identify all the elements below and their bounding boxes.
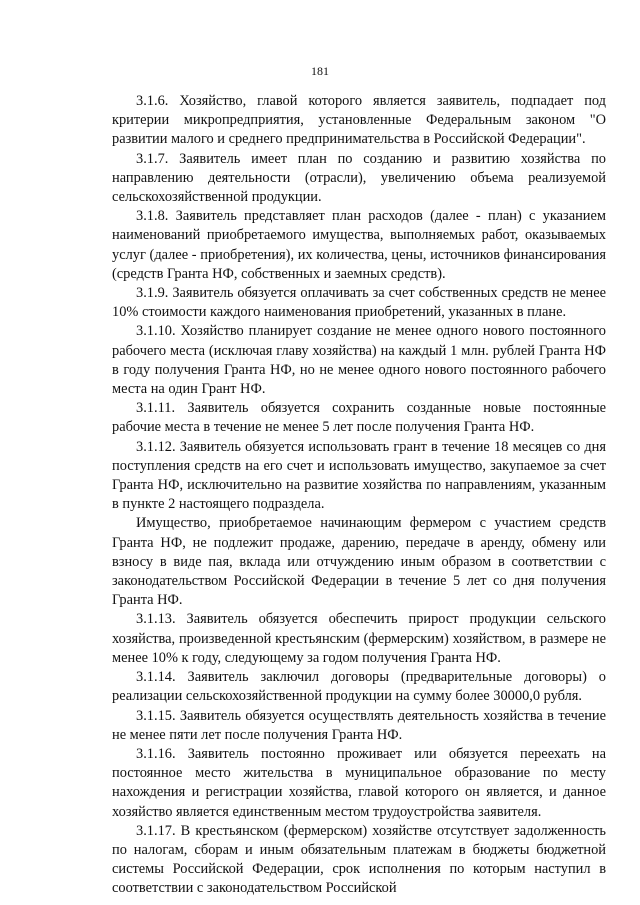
paragraph-3-1-10: 3.1.10. Хозяйство планирует создание не менее одного нового постоянного рабочего места (исключая главу хозяйства) на каждый 1 млн. рублей Гранта НФ в году получения Гранта НФ, но не менее одного нового постоянного рабочего места на один Грант НФ. [112, 323, 606, 398]
paragraph-3-1-11: 3.1.11. Заявитель обязуется сохранить созданные новые постоянные рабочие места в течение не менее 5 лет после получения Гранта НФ. [112, 400, 606, 436]
paragraph-3-1-12: 3.1.12. Заявитель обязуется использовать грант в течение 18 месяцев со дня поступления средств на его счет и использовать имущество, закупаемое за счет Гранта НФ, исключительно на развитие хозяйства по направлениям, указанным в пункте 2 настоящего подраздела. [112, 438, 606, 513]
paragraph-3-1-13: 3.1.13. Заявитель обязуется обеспечить прирост продукции сельского хозяйства, произведенной крестьянским (фермерским) хозяйством, в размере не менее 10% к году, следующему за годом получения Гранта НФ. [112, 611, 606, 666]
paragraph-3-1-7: 3.1.7. Заявитель имеет план по созданию и развитию хозяйства по направлению деятельности (отрасли), увеличению объема реализуемой сельскохозяйственной продукции. [112, 150, 606, 206]
page-number: 181 [311, 64, 329, 78]
paragraph-property-restriction: Имущество, приобретаемое начинающим фермером с участием средств Гранта НФ, не подлежит продаже, дарению, передаче в аренду, обмену или взносу в виде пая, вклада или отчуждению иным образом в соответствии с законодательством Российской Федерации в течение 5 лет со дня получения Гранта НФ. [112, 515, 606, 609]
paragraph-3-1-16: 3.1.16. Заявитель постоянно проживает или обязуется переехать на постоянное место жительства в муниципальное образование по месту нахождения и регистрации хозяйства, главой которого он является, и данное хозяйство является единственным местом трудоустройства заявителя. [112, 745, 606, 820]
paragraph-3-1-17: 3.1.17. В крестьянском (фермерском) хозяйстве отсутствует задолженность по налогам, сборам и иным обязательным платежам в бюджеты бюджетной системы Российской Федерации, срок исполнения по которым наступил в соответствии с законодательством Российской [112, 822, 606, 897]
document-body [112, 92, 606, 899]
paragraph-3-1-8: 3.1.8. Заявитель представляет план расходов (далее - план) с указанием наименований приобретаемого имущества, выполняемых работ, оказываемых услуг (далее - приобретения), их количества, цены, источников финансирования (средств Гранта НФ, собственных и заемных средств). [112, 208, 606, 282]
paragraph-3-1-15: 3.1.15. Заявитель обязуется осуществлять деятельность хозяйства в течение не менее пяти лет после получения Гранта НФ. [112, 707, 606, 743]
paragraph-3-1-9: 3.1.9. Заявитель обязуется оплачивать за счет собственных средств не менее 10% стоимости каждого наименования приобретений, указанных в плане. [112, 285, 606, 321]
paragraph-3-1-14: 3.1.14. Заявитель заключил договоры (предварительные договоры) о реализации сельскохозяйственной продукции на сумму более 30000,0 рубля. [112, 669, 606, 705]
paragraph-3-1-6: 3.1.6. Хозяйство, главой которого является заявитель, подпадает под критерии микропредприятия, установленные Федеральным законом "О развитии малого и среднего предпринимательства в Российской Федерации". [112, 93, 606, 148]
